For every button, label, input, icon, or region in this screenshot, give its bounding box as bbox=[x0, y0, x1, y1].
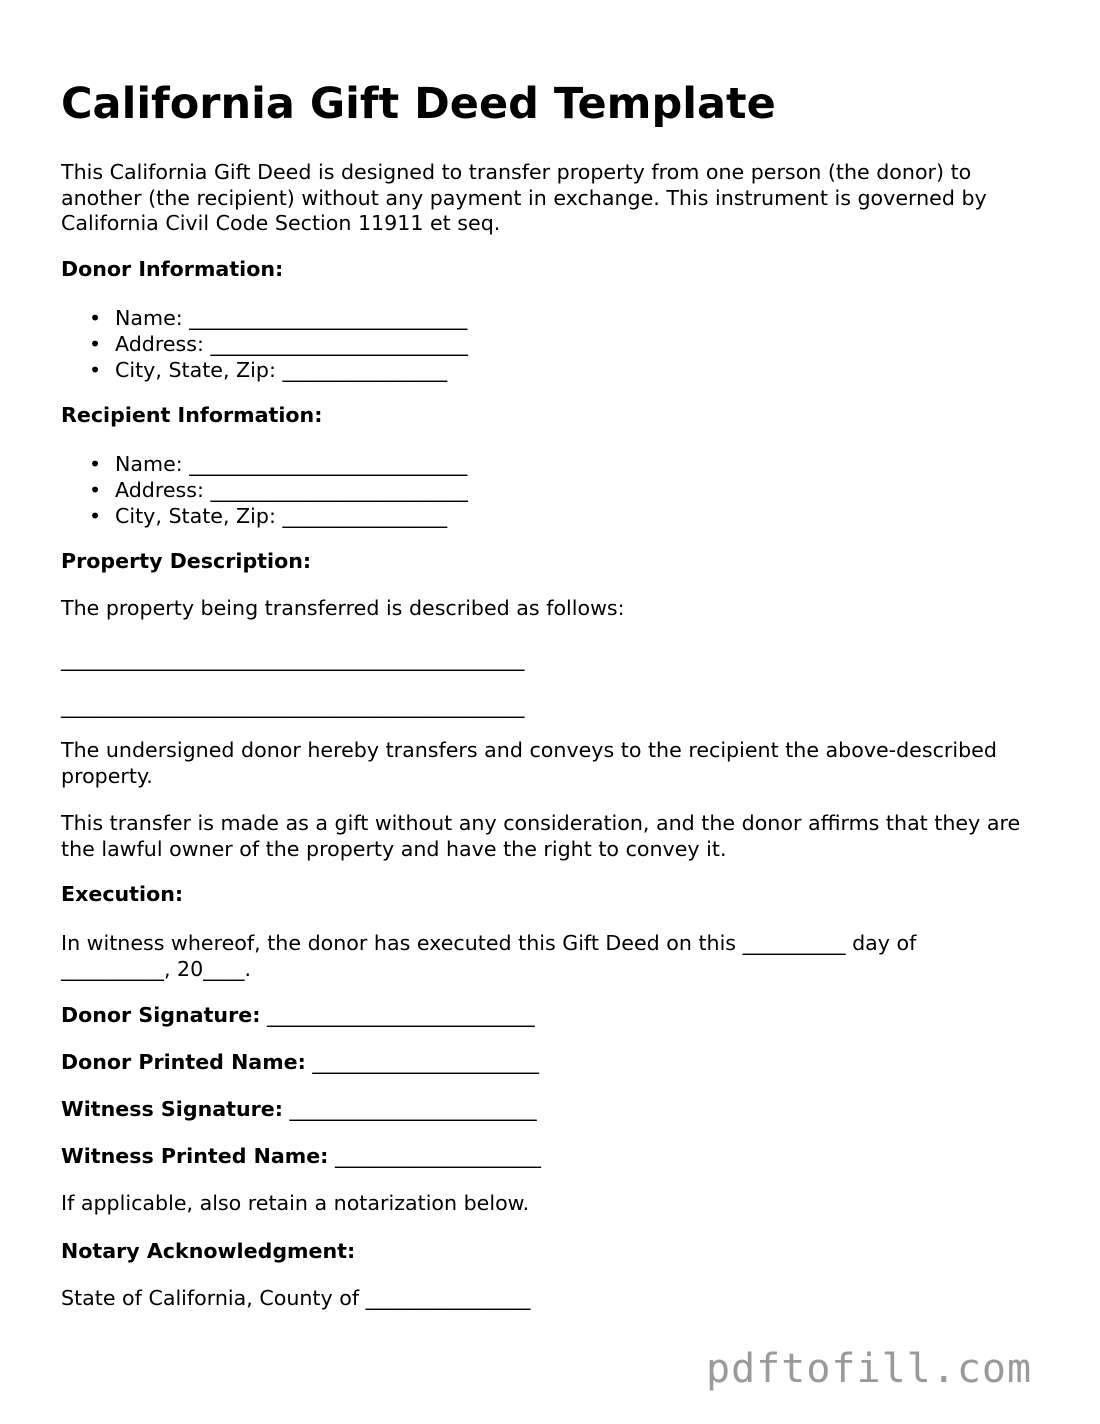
donor-info-heading: Donor Information: bbox=[61, 257, 284, 281]
recipient-address-field: • Address: _________________________ bbox=[89, 478, 468, 502]
transfer-paragraph: The undersigned donor hereby transfers and conveys to the recipient the above-described property. bbox=[61, 738, 997, 788]
recipient-name-field: • Name: ___________________________ bbox=[89, 452, 468, 476]
execution-heading: Execution: bbox=[61, 882, 184, 906]
property-text: The property being transferred is described as follows: bbox=[61, 596, 625, 620]
notary-county-line: State of California, County of ________________ bbox=[61, 1286, 531, 1310]
intro-paragraph: This California Gift Deed is designed to transfer property from one person (the donor) to another (the recipient) without any payment in exchange. This instrument is governed by California Civil Code Section 11911 et seq. bbox=[61, 160, 987, 235]
watermark-logo: pdftofill.com bbox=[706, 1346, 1033, 1392]
donor-info-list bbox=[61, 305, 468, 383]
witness-signature-label: Witness Signature: bbox=[61, 1097, 283, 1121]
donor-printed-name-line bbox=[61, 1050, 1051, 1076]
notary-heading: Notary Acknowledgment: bbox=[61, 1239, 356, 1263]
property-heading: Property Description: bbox=[61, 549, 312, 573]
witness-signature-blank: ________________________ bbox=[283, 1097, 537, 1121]
recipient-info-heading: Recipient Information: bbox=[61, 403, 323, 427]
witness-signature-line bbox=[61, 1097, 1051, 1123]
notarization-note: If applicable, also retain a notarization below. bbox=[61, 1191, 530, 1215]
witness-printed-name-label: Witness Printed Name: bbox=[61, 1144, 329, 1168]
donor-printed-name-blank: ______________________ bbox=[305, 1050, 539, 1074]
donor-signature-line bbox=[61, 1003, 1051, 1029]
witness-printed-name-line bbox=[61, 1144, 1051, 1170]
witness-printed-name-blank: ____________________ bbox=[328, 1144, 541, 1168]
execution-text: In witness whereof, the donor has executed this Gift Deed on this __________ day of __________, 20____. bbox=[61, 931, 917, 981]
property-blank-line-1: _____________________________________________ bbox=[61, 647, 525, 671]
gift-paragraph: This transfer is made as a gift without any consideration, and the donor affirms that they are the lawful owner of the property and have the right to convey it. bbox=[61, 811, 1021, 861]
recipient-info-list bbox=[61, 451, 468, 529]
donor-signature-blank: __________________________ bbox=[260, 1003, 535, 1027]
donor-city-state-zip-field: • City, State, Zip: ________________ bbox=[89, 358, 448, 382]
donor-printed-name-label: Donor Printed Name: bbox=[61, 1050, 306, 1074]
donor-name-field: • Name: ___________________________ bbox=[89, 306, 468, 330]
donor-address-field: • Address: _________________________ bbox=[89, 332, 468, 356]
document-title: California Gift Deed Template bbox=[61, 79, 776, 129]
recipient-city-state-zip-field: • City, State, Zip: ________________ bbox=[89, 504, 448, 528]
property-blank-line-2: _____________________________________________ bbox=[61, 694, 525, 718]
donor-signature-label: Donor Signature: bbox=[61, 1003, 261, 1027]
